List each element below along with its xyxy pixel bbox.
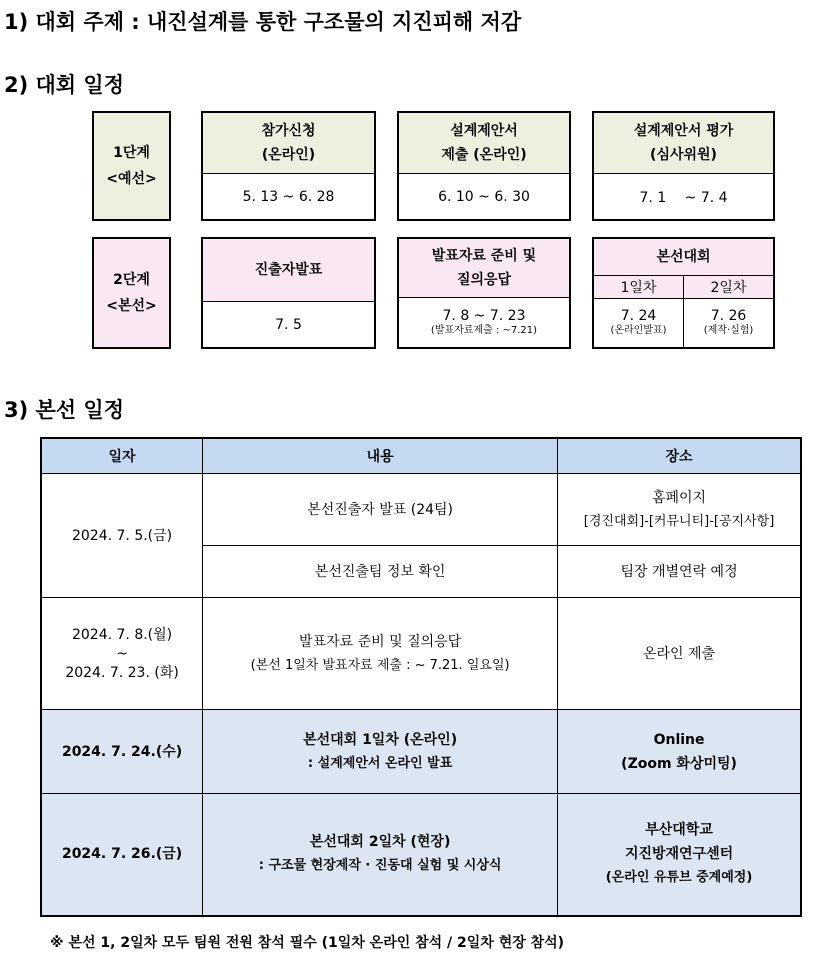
stage1-line1: 1단계 <box>113 145 150 161</box>
prelim-box-header <box>203 113 374 174</box>
row4-place3: (온라인 유튜브 중계예정) <box>605 870 753 886</box>
final-schedule-table <box>40 437 802 917</box>
table-row <box>41 598 801 710</box>
prelim-title1: 설계제안서 평가 <box>633 123 734 139</box>
table-row <box>41 794 801 916</box>
table-row <box>41 710 801 794</box>
row2-place: 온라인 제출 <box>558 598 801 710</box>
prelim-box-review <box>592 111 775 221</box>
row4-content <box>203 794 558 916</box>
final-box-contest <box>592 237 775 349</box>
row4-content2: : 구조물 현장제작 · 진동대 실험 및 시상식 <box>258 858 502 874</box>
stage2-line1: 2단계 <box>113 272 150 288</box>
col-header-date: 일자 <box>41 438 203 474</box>
day2-date: 7. 26 <box>710 308 747 324</box>
final-date-block <box>399 298 569 347</box>
prelim-box-header <box>399 113 569 174</box>
attendance-note: ※ 본선 1, 2일차 모두 팀원 전원 참석 필수 (1일차 온라인 참석 / 2일차 현장 참석) <box>50 935 565 951</box>
final-title: 진출자발표 <box>254 262 323 278</box>
prelim-title1: 설계제안서 <box>450 123 518 139</box>
stage1-label <box>92 111 171 221</box>
col-header-place: 장소 <box>558 438 801 474</box>
row4-date: 2024. 7. 26.(금) <box>41 794 203 916</box>
row1-place-b: 팀장 개별연락 예정 <box>558 546 801 598</box>
day2-label: 2일차 <box>684 276 773 299</box>
final-title: 본선대회 <box>656 249 711 265</box>
table-header-row <box>41 438 801 474</box>
row1-place-a2: [경진대회]-[커뮤니티]-[공지사항] <box>583 513 775 529</box>
row4-place <box>558 794 801 916</box>
row1-place-a <box>558 474 801 546</box>
final-date: 7. 8 ~ 7. 23 <box>442 307 526 324</box>
row3-content2: : 설계제안서 온라인 발표 <box>307 755 453 771</box>
prelim-title2: (심사위원) <box>650 147 717 163</box>
table-row <box>41 474 801 546</box>
contest-days <box>594 276 773 347</box>
final-box-header <box>594 239 773 276</box>
row2-date <box>41 598 203 710</box>
row3-content1: 본선대회 1일차 (온라인) <box>303 731 458 748</box>
prelim-title1: 참가신청 <box>261 123 316 139</box>
final-title2: 질의응답 <box>456 272 512 288</box>
row1-place-a1: 홈페이지 <box>651 489 707 506</box>
row1-content-b: 본선진출팀 정보 확인 <box>203 546 558 598</box>
stage1-line2: <예선> <box>106 171 157 187</box>
final-box-prep <box>397 237 571 349</box>
final-date: 7. 5 <box>275 316 302 333</box>
prelim-date: 6. 10 ~ 6. 30 <box>438 188 530 205</box>
row3-place1: Online <box>653 731 705 748</box>
day1-note: (온라인발표) <box>610 325 667 336</box>
final-box-header <box>203 239 374 302</box>
prelim-date: 5. 13 ~ 6. 28 <box>242 188 335 205</box>
contest-day1 <box>594 276 683 347</box>
day1-label: 1일차 <box>594 276 683 299</box>
day2-note: (제작·실험) <box>703 325 754 336</box>
row2-content2: (본선 1일차 발표자료 제출 : ~ 7.21. 일요일) <box>250 657 510 673</box>
final-title1: 발표자료 준비 및 <box>431 248 537 264</box>
topic-heading: 1) 대회 주제 : 내진설계를 통한 구조물의 지진피해 저감 <box>4 10 522 34</box>
row2-date2: ~ <box>116 645 128 662</box>
day1-date: 7. 24 <box>620 308 657 324</box>
final-box-finalist <box>201 237 376 349</box>
prelim-box-submit <box>397 111 571 221</box>
prelim-title2: 제출 (온라인) <box>441 147 527 163</box>
row2-date1: 2024. 7. 8.(월) <box>71 626 173 643</box>
day1-value <box>594 299 683 347</box>
stage2-line2: <본선> <box>106 298 157 314</box>
schedule-heading: 2) 대회 일정 <box>4 73 124 97</box>
row3-content <box>203 710 558 794</box>
stage2-label <box>92 237 171 349</box>
row4-content1: 본선대회 2일차 (현장) <box>309 834 451 851</box>
final-schedule-heading: 3) 본선 일정 <box>4 398 124 422</box>
row2-content1: 발표자료 준비 및 질의응답 <box>299 633 462 650</box>
prelim-date: 7. 1 ~ 7. 4 <box>639 189 728 206</box>
row2-date3: 2024. 7. 23. (화) <box>65 664 179 681</box>
row1-date: 2024. 7. 5.(금) <box>41 474 203 598</box>
row4-place1: 부산대학교 <box>645 822 713 839</box>
prelim-box-header <box>594 113 773 174</box>
row3-date: 2024. 7. 24.(수) <box>41 710 203 794</box>
final-box-header <box>399 239 569 298</box>
prelim-box-apply <box>201 111 376 221</box>
row3-place2: (Zoom 화상미팅) <box>621 755 737 772</box>
prelim-title2: (온라인) <box>261 147 316 163</box>
day2-value <box>684 299 773 347</box>
row4-place2: 지진방재연구센터 <box>624 846 734 863</box>
contest-day2 <box>683 276 773 347</box>
final-date-note: (발표자료제출 : ~7.21) <box>430 324 538 336</box>
row1-content-a: 본선진출자 발표 (24팀) <box>203 474 558 546</box>
col-header-content: 내용 <box>203 438 558 474</box>
row2-content <box>203 598 558 710</box>
row3-place <box>558 710 801 794</box>
